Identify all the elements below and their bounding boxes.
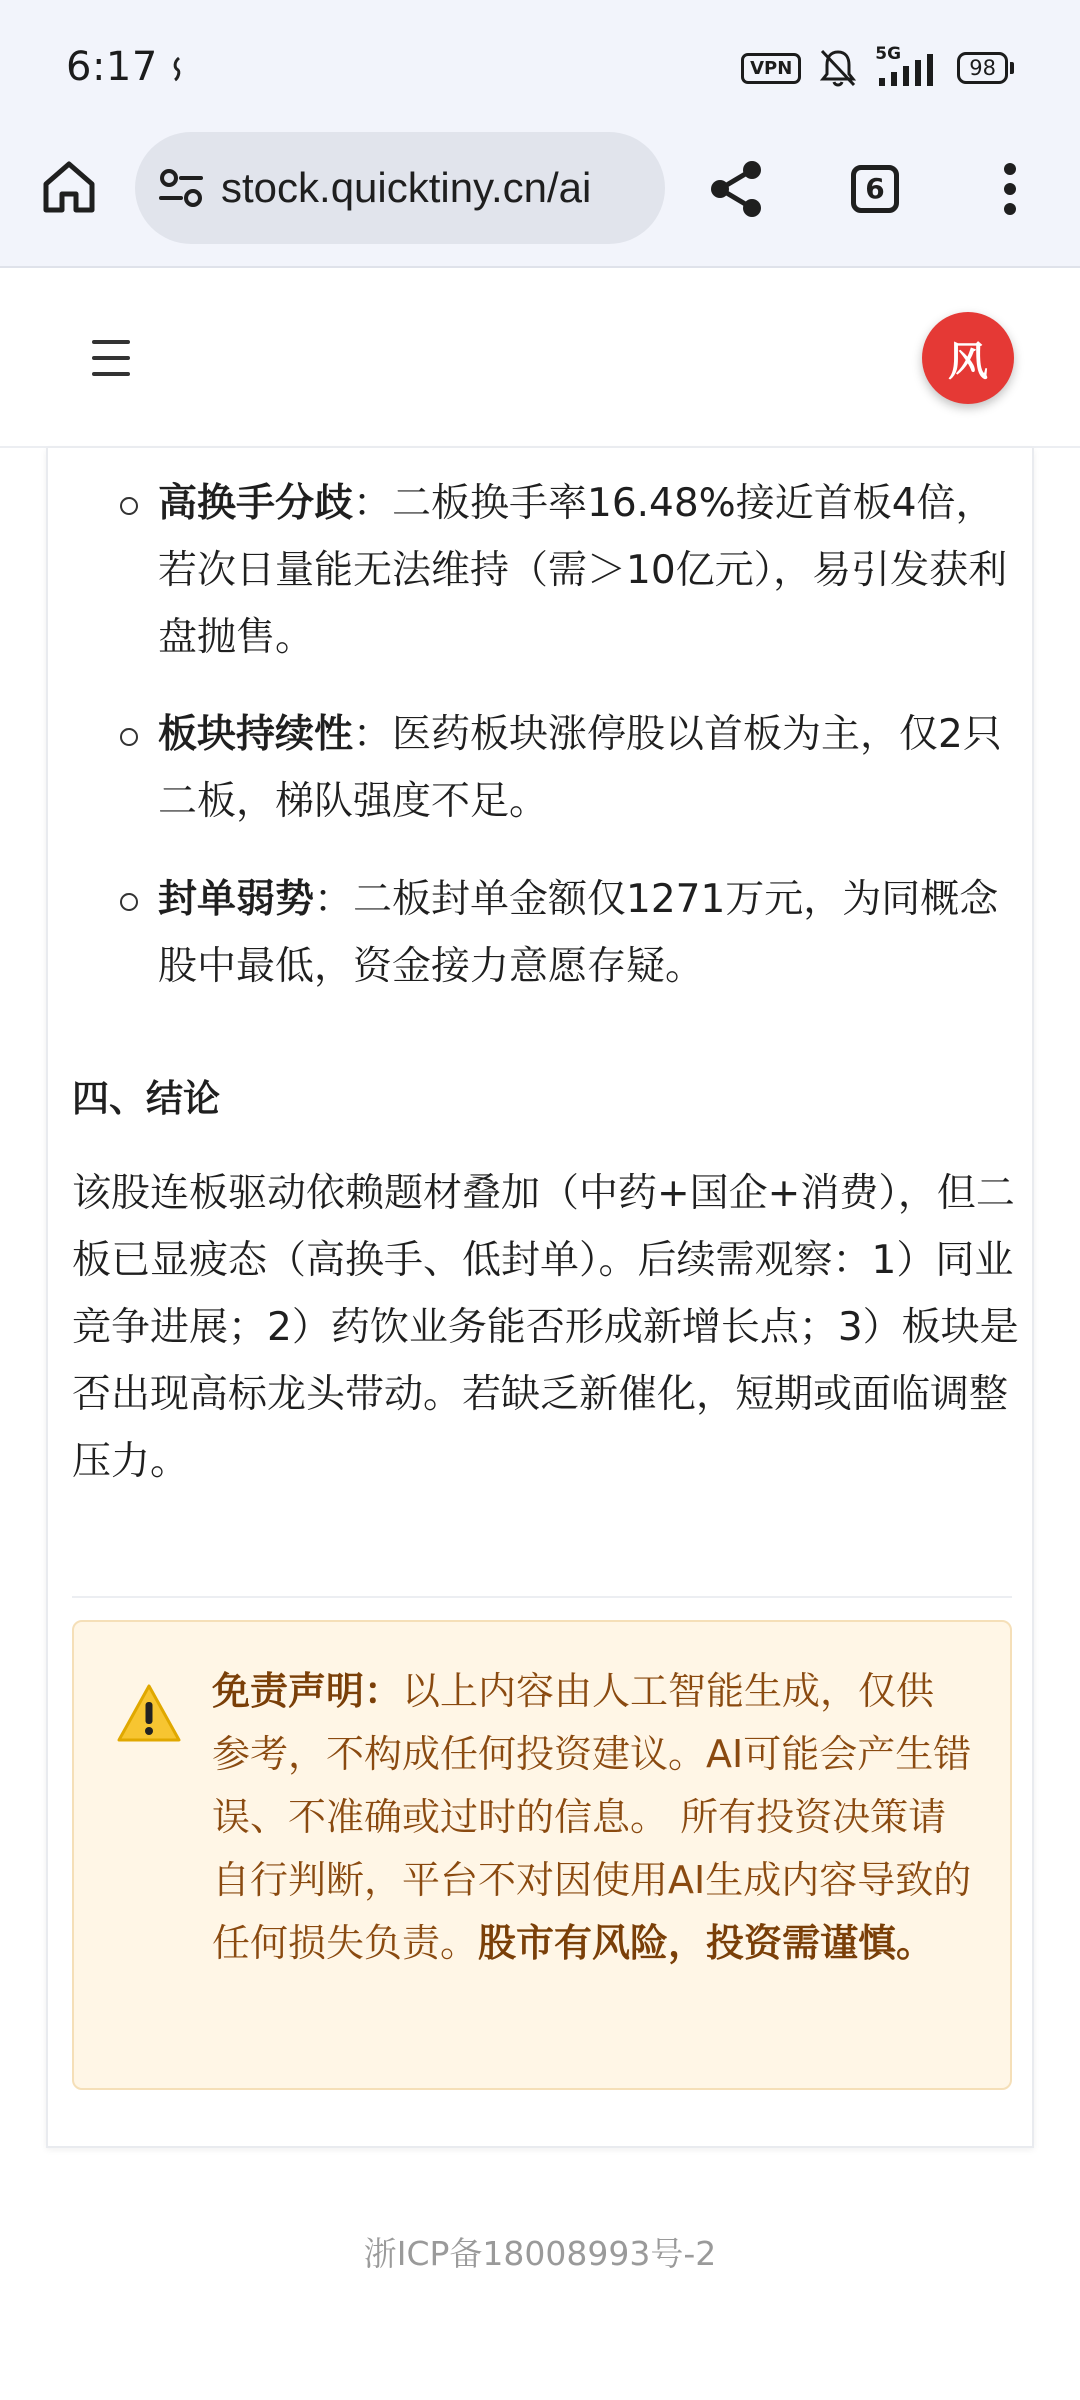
- status-icons: [741, 44, 1014, 88]
- share-button[interactable]: [700, 152, 774, 226]
- more-vert-icon: [1002, 161, 1018, 217]
- home-icon: [40, 158, 98, 216]
- conclusion-body: 该股连板驱动依赖题材叠加（中药+国企+消费），但二板已显疲态（高换手、低封单）。后续需观察：1）同业竞争进展；2）药饮业务能否形成新增长点；3）板块是否出现高标龙头带动。若缺乏新催化，短期或面临调整压力。: [72, 1171, 1019, 1484]
- tab-switcher-icon: 6: [851, 165, 899, 213]
- risk-title: 封单弱势: [158, 877, 315, 922]
- disclaimer-label: 免责声明：: [212, 1669, 403, 1713]
- signal-icon: [875, 48, 939, 88]
- activity-indicator-icon: [170, 56, 184, 82]
- divider: [72, 1596, 1012, 1598]
- site-settings-icon[interactable]: [159, 168, 203, 208]
- risk-item: [158, 701, 1018, 835]
- battery-icon: [957, 52, 1014, 84]
- user-avatar[interactable]: 风: [922, 312, 1014, 404]
- status-bar: [0, 0, 1080, 130]
- disclaimer-emphasis: 股市有风险，投资需谨慎。: [478, 1921, 935, 1965]
- address-bar[interactable]: [135, 132, 665, 244]
- warning-icon: [116, 1682, 182, 1744]
- status-time: 6:17: [66, 44, 158, 90]
- battery-level: 98: [957, 52, 1008, 84]
- more-options-button[interactable]: [985, 152, 1035, 226]
- menu-icon[interactable]: [82, 332, 140, 384]
- network-type: 5G: [875, 44, 902, 64]
- risk-item: [158, 470, 1018, 671]
- conclusion-heading: 四、结论: [72, 1077, 220, 1120]
- risk-item: [158, 866, 1018, 1000]
- share-icon: [708, 158, 766, 220]
- signal-indicator: [875, 44, 939, 88]
- disclaimer-box: [72, 1620, 1012, 2090]
- home-button[interactable]: [34, 152, 104, 222]
- browser-toolbar: [0, 130, 1080, 268]
- risk-text: ：医药板块涨停股以首板为主，仅2只二板，梯队强度不足。: [158, 712, 1002, 824]
- vpn-badge: VPN: [741, 53, 801, 84]
- tab-switcher-button[interactable]: [843, 157, 907, 221]
- analysis-card: [46, 448, 1034, 2148]
- mute-bell-icon: [819, 48, 857, 88]
- risk-title: 板块持续性: [158, 712, 354, 757]
- icp-link[interactable]: 浙ICP备18008993号-2: [363, 2234, 717, 2273]
- disclaimer-body: 以上内容由人工智能生成，仅供参考，不构成任何投资建议。AI可能会产生错误、不准确或过时的信息。 所有投资决策请自行判断，平台不对因使用AI生成内容导致的任何损失负责。: [212, 1669, 972, 1965]
- risk-title: 高换手分歧: [158, 481, 354, 526]
- site-header: [0, 270, 1080, 448]
- risk-text: ：二板换手率16.48%接近首板4倍，若次日量能无法维持（需＞10亿元），易引发获利盘抛售。: [158, 481, 1008, 660]
- disclaimer-text: [212, 1660, 972, 1975]
- url-text[interactable]: stock.quicktiny.cn/ai: [221, 164, 592, 211]
- risk-text: ：二板封单金额仅1271万元，为同概念股中最低，资金接力意愿存疑。: [158, 877, 999, 989]
